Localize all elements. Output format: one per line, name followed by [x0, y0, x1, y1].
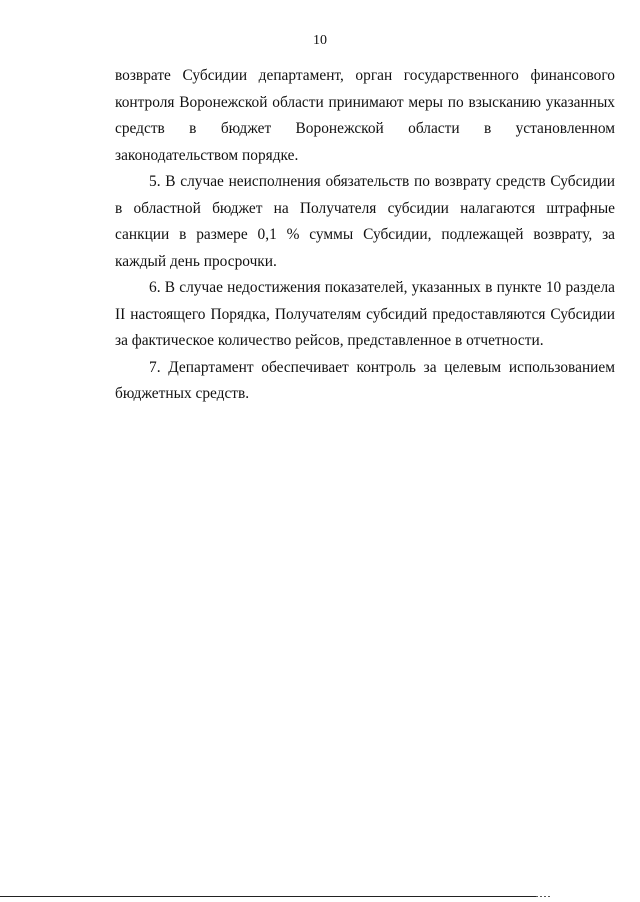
- paragraph-item-7: 7. Департамент обеспечивает контроль за целевым использованием бюджетных средств.: [115, 358, 615, 402]
- paragraph-continuation: возврате Субсидии департамент, орган государственного финансового контроля Воронежской области принимают меры по взысканию указанных средств в бюджет Воронежской области в установленном законодательством порядке.: [115, 67, 615, 164]
- footer-divider: [0, 896, 536, 897]
- page-number: 10: [313, 33, 327, 48]
- paragraph-item-6: 6. В случае недостижения показателей, указанных в пункте 10 раздела II настоящего Порядка, Получателям субсидий предоставляются Субсидии за фактическое количество рейсов, представленное в отчетности.: [115, 279, 615, 349]
- footer-divider-tail: [536, 896, 550, 897]
- paragraph-item-5: 5. В случае неисполнения обязательств по возврату средств Субсидии в областной бюджет на Получателя субсидии налагаются штрафные санкции в размере 0,1 % суммы Субсидии, подлежащей возврату, за каждый день просрочки.: [115, 173, 615, 270]
- document-body: [115, 63, 615, 408]
